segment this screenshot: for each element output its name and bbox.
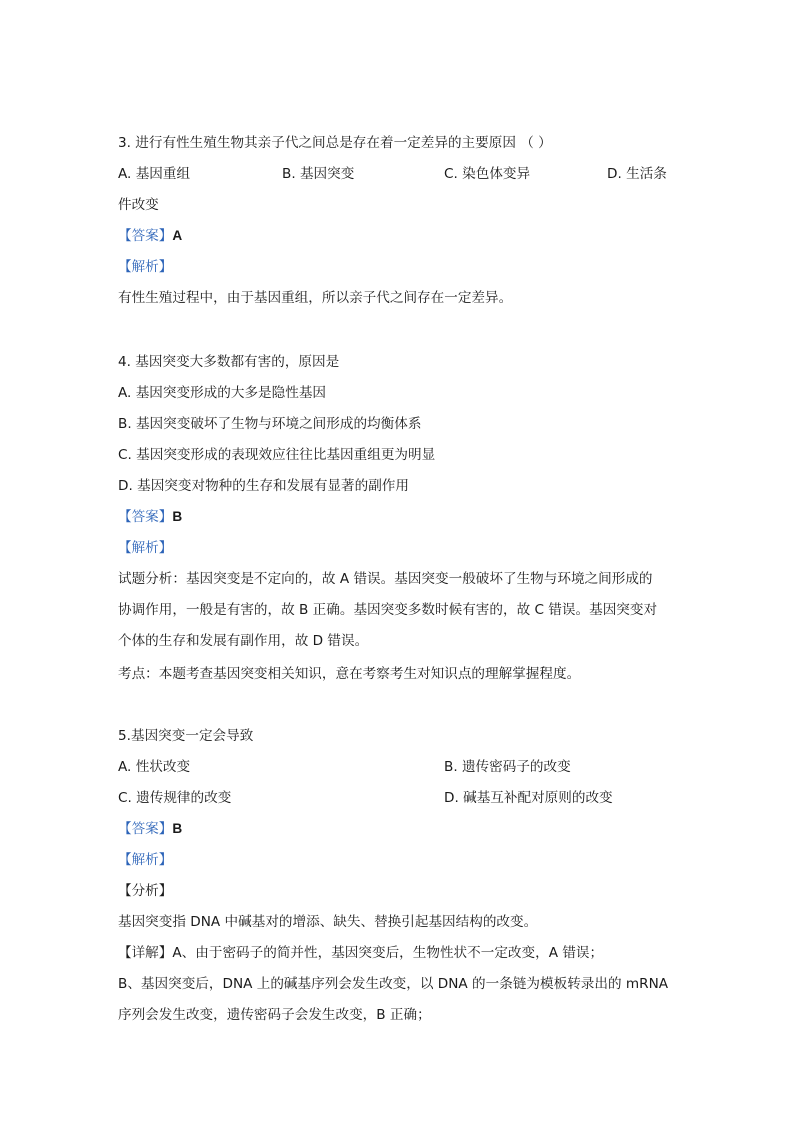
q5-analysis-tag: 【解析】 [118, 852, 173, 868]
q4-answer-value: B [172, 509, 183, 524]
q3-analysis-tag: 【解析】 [118, 259, 173, 275]
q5-xiangjie-line-b2: 序列会发生改变，遗传密码子会发生改变，B 正确； [118, 1007, 431, 1023]
q5-option-a: A. 性状改变 [118, 759, 191, 775]
question-4-stem: 4. 基因突变大多数都有害的，原因是 [118, 354, 340, 370]
q3-option-a: A. 基因重组 [118, 166, 191, 182]
q5-xiangjie-tag: 【详解】 [118, 945, 173, 961]
q3-option-d-continued: 件改变 [118, 197, 159, 213]
q3-analysis-text: 有性生殖过程中，由于基因重组，所以亲子代之间存在一定差异。 [118, 290, 513, 306]
q4-analysis-line-1: 试题分析：基因突变是不定向的，故 A 错误。基因突变一般破坏了生物与环境之间形成的 [118, 571, 653, 587]
q3-option-d: D. 生活条 [607, 166, 667, 182]
q4-option-d: D. 基因突变对物种的生存和发展有显著的副作用 [118, 478, 409, 494]
q5-answer-line [118, 819, 182, 839]
q4-answer-line [118, 507, 182, 527]
q4-analysis-line-4: 考点：本题考查基因突变相关知识，意在考察考生对知识点的理解掌握程度。 [118, 666, 581, 682]
q5-answer-value: B [172, 821, 183, 836]
q5-option-d: D. 碱基互补配对原则的改变 [444, 790, 613, 806]
q5-xiangjie-line-b1: B、基因突变后，DNA 上的碱基序列会发生改变，以 DNA 的一条链为模板转录出的 mRNA [118, 976, 669, 992]
q5-xiangjie-a-text: A、由于密码子的简并性，基因突变后，生物性状不一定改变，A 错误； [172, 945, 604, 961]
q3-answer-line [118, 226, 182, 246]
q4-answer-tag: 【答案】 [118, 509, 173, 525]
q3-option-b: B. 基因突变 [282, 166, 355, 182]
question-5-stem: 5.基因突变一定会导致 [118, 728, 254, 744]
q4-option-c: C. 基因突变形成的表现效应往往比基因重组更为明显 [118, 447, 436, 463]
q3-answer-tag: 【答案】 [118, 228, 173, 244]
q4-analysis-tag: 【解析】 [118, 540, 173, 556]
q4-analysis-line-2: 协调作用，一般是有害的，故 B 正确。基因突变多数时候有害的，故 C 错误。基因突变对 [118, 602, 658, 618]
q5-xiangjie-line-a [118, 943, 603, 963]
q4-analysis-line-3: 个体的生存和发展有副作用，故 D 错误。 [118, 633, 369, 649]
q3-answer-value: A [172, 228, 183, 243]
q3-option-c: C. 染色体变异 [444, 166, 531, 182]
q5-fenxi-text: 基因突变指 DNA 中碱基对的增添、缺失、替换引起基因结构的改变。 [118, 914, 538, 930]
q5-answer-tag: 【答案】 [118, 821, 173, 837]
q5-option-c: C. 遗传规律的改变 [118, 790, 232, 806]
q5-option-b: B. 遗传密码子的改变 [444, 759, 571, 775]
question-3-stem: 3. 进行有性生殖生物其亲子代之间总是存在着一定差异的主要原因 （ ） [118, 135, 552, 151]
q5-fenxi-tag: 【分析】 [118, 883, 173, 899]
q4-option-b: B. 基因突变破坏了生物与环境之间形成的均衡体系 [118, 416, 422, 432]
q4-option-a: A. 基因突变形成的大多是隐性基因 [118, 385, 327, 401]
